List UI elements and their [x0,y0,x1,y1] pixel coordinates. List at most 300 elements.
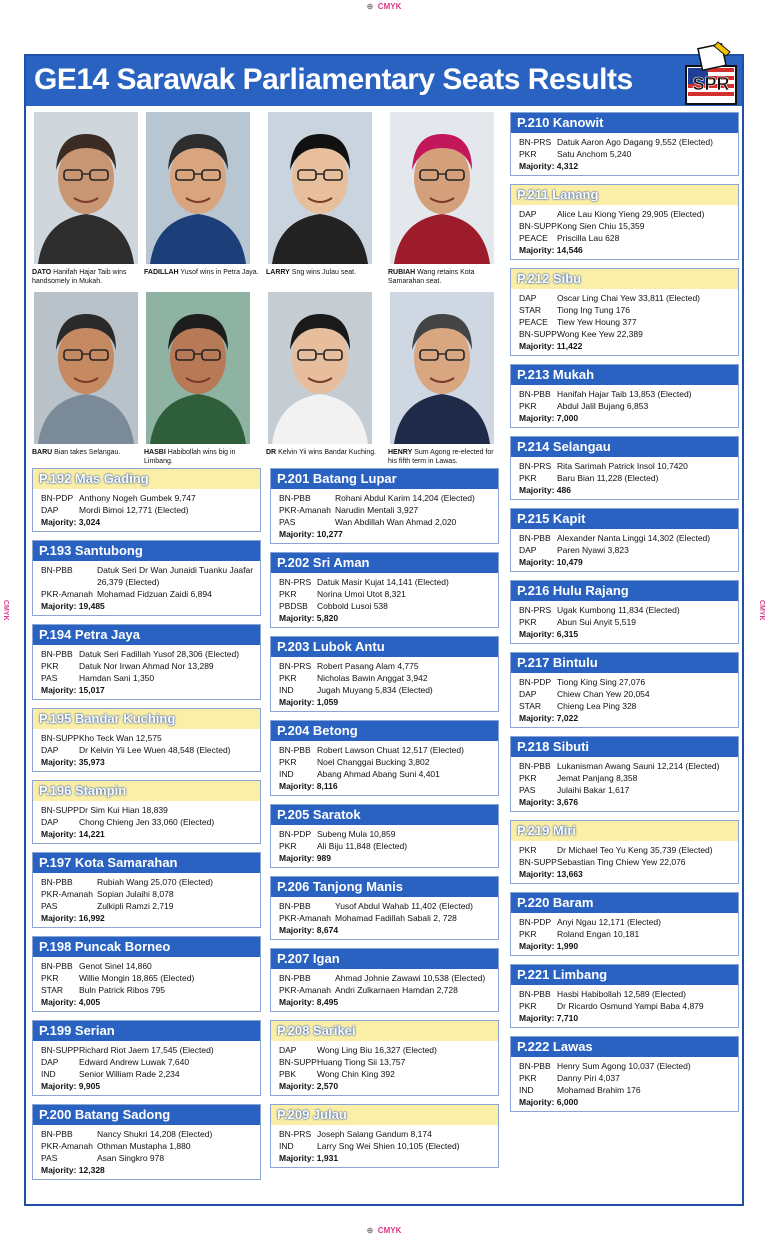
candidate-votes: Abdul Jalil Bujang 6,853 [557,401,649,411]
majority-value: Majority: 14,221 [41,829,105,839]
portrait-photo [146,292,258,444]
portrait-photo [268,112,380,264]
candidate-row [519,760,732,772]
caption-name: BARU [32,449,53,456]
caption-name: LARRY [266,269,290,276]
portrait-photo [34,292,146,444]
candidate-votes: Jugah Muyang 5,834 (Elected) [317,685,433,695]
seat-result-card [510,964,739,1028]
party-label: PKR [41,973,59,983]
party-label: PAS [279,517,296,527]
majority-value: Majority: 7,710 [519,1013,579,1023]
candidate-votes: Mohamad Fidzuan Zaidi 6,894 [97,589,212,599]
party-label: DAP [519,689,537,699]
candidate-votes: Chieng Lea Ping 328 [557,701,637,711]
party-label: BN-PBB [519,761,551,771]
party-label: BN-PRS [279,577,312,587]
seats-column-1 [32,468,261,1188]
photo-caption [266,268,382,277]
candidate-row [279,684,492,696]
seat-result-card [270,468,499,544]
seat-candidates [33,1125,260,1179]
seat-result-card [510,436,739,500]
candidate-votes: Mordi Bimoi 12,771 (Elected) [79,505,189,515]
candidate-votes: Willie Mongin 18,865 (Elected) [79,973,195,983]
candidate-row [519,532,732,544]
candidate-row [519,1060,732,1072]
party-label: STAR [519,305,542,315]
photo-caption [144,268,260,277]
photo-caption [32,448,148,457]
candidate-row [279,984,492,996]
party-label: PAS [41,673,58,683]
seat-candidates [271,657,498,711]
party-label: PKR [279,841,297,851]
candidate-votes: Anthony Nogeh Gumbek 9,747 [79,493,196,503]
seat-candidates [33,957,260,1011]
seat-title: P.210 Kanowit [511,113,738,133]
party-label: IND [279,685,294,695]
majority-value: Majority: 4,005 [41,997,101,1007]
candidate-row [519,700,732,712]
candidate-votes: Noel Changgai Bucking 3,802 [317,757,430,767]
candidate-row [519,676,732,688]
photo-gallery [32,112,512,518]
candidate-votes: 26,379 (Elected) [97,577,160,587]
seat-candidates [511,673,738,727]
party-label: BN-SUPP [519,329,557,339]
spr-logo-text: SPR [692,74,730,94]
candidate-votes: Henry Sum Agong 10,037 (Elected) [557,1061,691,1071]
seat-result-card [270,1020,499,1096]
seat-candidates [271,969,498,1011]
candidate-votes: Ahmad Johnie Zawawi 10,538 (Elected) [335,973,486,983]
party-label: DAP [41,1057,59,1067]
candidate-votes: Satu Anchom 5,240 [557,149,632,159]
seat-title: P.204 Betong [271,721,498,741]
party-label: DAP [519,545,537,555]
party-label: IND [279,1141,294,1151]
candidate-row [41,648,254,660]
seat-result-card [32,1020,261,1096]
cmyk-mark-right: CMYK [758,600,765,621]
candidate-votes: Tiew Yew Houng 377 [557,317,637,327]
seat-result-card [510,112,739,176]
seat-candidates [511,601,738,643]
candidate-row [519,292,732,304]
candidate-votes: Chong Chieng Jen 33,060 (Elected) [79,817,215,827]
candidate-votes: Dr Kelvin Yii Lee Wuen 48,548 (Elected) [79,745,231,755]
candidate-votes: Sopian Julaihi 8,078 [97,889,174,899]
party-label: BN-PDP [279,829,312,839]
candidate-votes: Mohamad Brahim 176 [557,1085,641,1095]
candidate-row [41,492,254,504]
seat-candidates [511,985,738,1027]
candidate-votes: Dr Michael Teo Yu Keng 35,739 (Elected) [557,845,713,855]
seat-candidates [511,133,738,175]
photo-caption [388,448,504,466]
candidate-votes: Alice Lau Kiong Yieng 29,905 (Elected) [557,209,705,219]
majority-value: Majority: 15,017 [41,685,105,695]
crosshair-icon: ⊕ [366,1226,376,1235]
candidate-row [41,1152,254,1164]
seat-title: P.219 Miri [511,821,738,841]
candidate-votes: Dr Ricardo Osmund Yampi Baba 4,879 [557,1001,704,1011]
seat-result-card [32,780,261,844]
majority-value: Majority: 8,495 [279,997,339,1007]
seat-result-card [270,876,499,940]
portrait-photo [390,112,502,264]
seat-title: P.222 Lawas [511,1037,738,1057]
party-label: BN-PRS [279,661,312,671]
candidate-row [519,388,732,400]
party-label: BN-SUPP [279,1057,317,1067]
seat-result-card [32,852,261,928]
caption-text: Bian takes Selangau. [52,449,121,456]
seat-result-card [32,1104,261,1180]
results-page [24,54,744,1206]
candidate-votes: Joseph Salang Gandum 8,174 [317,1129,432,1139]
seat-title: P.206 Tanjong Manis [271,877,498,897]
seat-title: P.209 Julau [271,1105,498,1125]
seat-result-card [270,720,499,796]
seat-result-card [32,624,261,700]
candidate-row [279,744,492,756]
photo-caption [144,448,260,466]
majority-value: Majority: 1,990 [519,941,579,951]
candidate-row [519,544,732,556]
candidate-votes: Ugak Kumbong 11,834 (Elected) [557,605,680,615]
cmyk-mark-bottom: CMYK [377,1226,402,1235]
candidate-votes: Richard Riot Jaem 17,545 (Elected) [79,1045,214,1055]
seat-title: P.198 Puncak Borneo [33,937,260,957]
candidate-row [279,972,492,984]
candidate-votes: Datuk Nor Irwan Ahmad Nor 13,289 [79,661,214,671]
candidate-row [279,600,492,612]
caption-text: Yusof wins in Petra Jaya. [178,269,259,276]
candidate-votes: Tiong King Sing 27,076 [557,677,646,687]
candidate-row [279,492,492,504]
seat-candidates [271,489,498,543]
party-label: BN-PBB [279,973,311,983]
candidate-row [279,588,492,600]
portrait-image [146,292,250,444]
majority-value: Majority: 8,674 [279,925,339,935]
candidate-row [41,888,254,900]
candidate-votes: Cobbold Lusoi 538 [317,601,388,611]
party-label [41,576,97,588]
majority-value: Majority: 13,663 [519,869,583,879]
majority-value: Majority: 10,277 [279,529,343,539]
candidate-row [41,672,254,684]
candidate-row [41,816,254,828]
candidate-votes: Hamdan Sani 1,350 [79,673,155,683]
candidate-row [519,208,732,220]
candidate-votes: Wong Kee Yew 22,389 [557,329,643,339]
party-label: BN-PBB [41,649,73,659]
candidate-votes: Rita Sarimah Patrick Insol 10,7420 [557,461,688,471]
seat-title: P.211 Lanang [511,185,738,205]
candidate-votes: Anyi Ngau 12,171 (Elected) [557,917,661,927]
party-label: PKR [519,1001,537,1011]
seat-candidates [271,825,498,867]
seat-title: P.208 Sarikei [271,1021,498,1041]
party-label: IND [519,1085,534,1095]
majority-value: Majority: 9,905 [41,1081,101,1091]
seat-result-card [510,892,739,956]
candidate-votes: Datuk Seri Fadillah Yusof 28,306 (Elected) [79,649,240,659]
party-label: PKR-Amanah [41,889,93,899]
candidate-votes: Hasbi Habibollah 12,589 (Elected) [557,989,686,999]
seat-result-card [510,1036,739,1112]
caption-name: DR [266,449,277,456]
party-label: PKR-Amanah [279,985,331,995]
party-label: BN-SUPP [41,733,79,743]
party-label: PAS [41,901,58,911]
candidate-row [41,900,254,912]
party-label: DAP [279,1045,297,1055]
candidate-votes: Alexander Nanta Linggi 14,302 (Elected) [557,533,711,543]
seat-candidates [511,289,738,355]
candidate-row [519,400,732,412]
majority-value: Majority: 3,024 [41,517,101,527]
candidate-votes: Baru Bian 11,228 (Elected) [557,473,659,483]
party-label: PBDSB [279,601,308,611]
seat-title: P.214 Selangau [511,437,738,457]
photo-caption [266,448,382,457]
photo-caption [388,268,504,286]
caption-text: Sum Agong re-elected for his fifth term in Lawas. [388,449,494,465]
candidate-row [279,1068,492,1080]
candidate-row [519,232,732,244]
party-label: DAP [519,293,537,303]
candidate-votes: Tiong Ing Tung 176 [557,305,630,315]
candidate-votes: Larry Sng Wei Shien 10,105 (Elected) [317,1141,460,1151]
candidate-votes: Ali Biju 11,848 (Elected) [317,841,408,851]
party-label: BN-PRS [519,605,552,615]
seat-title: P.200 Batang Sadong [33,1105,260,1125]
seat-candidates [511,757,738,811]
candidate-votes: Kong Sien Chiu 15,359 [557,221,645,231]
photo-caption [32,268,148,286]
candidate-row [41,564,254,576]
majority-value: Majority: 1,931 [279,1153,339,1163]
candidate-row [41,876,254,888]
seat-title: P.221 Limbang [511,965,738,985]
candidate-votes: Roland Engan 10,181 [557,929,640,939]
majority-value: Majority: 14,546 [519,245,583,255]
party-label: PKR [41,661,59,671]
seat-candidates [271,1125,498,1167]
candidate-row [41,984,254,996]
candidate-votes: Nancy Shukri 14,208 (Elected) [97,1129,213,1139]
majority-value: Majority: 16,992 [41,913,105,923]
portrait-photo [268,292,380,444]
candidate-votes: Hanifah Hajar Taib 13,853 (Elected) [557,389,692,399]
party-label: BN-PRS [519,137,552,147]
title-banner [26,56,742,106]
seat-title: P.195 Bandar Kuching [33,709,260,729]
seat-title: P.196 Stampin [33,781,260,801]
candidate-votes: Wan Abdillah Wan Ahmad 2,020 [335,517,457,527]
seat-candidates [511,913,738,955]
party-label: BN-SUPP [41,805,79,815]
candidate-row [519,784,732,796]
caption-text: Wang retains Kota Samarahan seat. [388,269,475,285]
candidate-votes: Buln Patrick Ribos 795 [79,985,165,995]
caption-text: Hanifah Hajar Taib wins handsomely in Mukah. [32,269,127,285]
caption-name: RUBIAH [388,269,416,276]
party-label: BN-PBB [41,877,73,887]
candidate-row [41,744,254,756]
caption-name: HASBI [144,449,166,456]
majority-value: Majority: 4,312 [519,161,579,171]
majority-value: Majority: 19,485 [41,601,105,611]
seat-title: P.192 Mas Gading [33,469,260,489]
seat-title: P.202 Sri Aman [271,553,498,573]
candidate-row [41,804,254,816]
party-label: BN-PBB [279,901,311,911]
candidate-row [519,1072,732,1084]
cmyk-mark-top: CMYK [377,2,402,11]
candidate-row [279,660,492,672]
seat-result-card [32,468,261,532]
party-label: PKR-Amanah [279,505,331,515]
candidate-row [279,1140,492,1152]
registration-top [0,2,768,11]
spr-ballot-logo-icon [682,38,740,106]
candidate-votes: Lukanisman Awang Sauni 12,214 (Elected) [557,761,720,771]
seat-title: P.213 Mukah [511,365,738,385]
seat-result-card [510,580,739,644]
candidate-row [519,304,732,316]
candidate-row [519,844,732,856]
candidate-row [279,504,492,516]
party-label: PBK [279,1069,297,1079]
candidate-votes: Danny Piri 4,037 [557,1073,620,1083]
party-label: PKR [519,473,537,483]
candidate-votes: Asan Singkro 978 [97,1153,165,1163]
candidate-row [519,220,732,232]
party-label: BN-PBB [279,745,311,755]
seat-result-card [32,936,261,1012]
party-label: PAS [41,1153,58,1163]
seat-title: P.205 Saratok [271,805,498,825]
portrait-image [34,292,138,444]
seat-result-card [510,736,739,812]
candidate-row [519,136,732,148]
caption-name: DATO [32,269,52,276]
candidate-votes: Mohamad Fadillah Sabali 2, 728 [335,913,457,923]
candidate-row [279,840,492,852]
seat-candidates [271,741,498,795]
page-title: GE14 Sarawak Parliamentary Seats Results [34,63,633,96]
candidate-votes: Nicholas Bawin Anggat 3,942 [317,673,428,683]
seat-result-card [270,804,499,868]
candidate-votes: Wong Ling Biu 16,327 (Elected) [317,1045,437,1055]
candidate-votes: Robert Pasang Alam 4,775 [317,661,419,671]
party-label: BN-PRS [519,461,552,471]
seat-result-card [510,364,739,428]
candidate-votes: Huang Tiong Sii 13,757 [317,1057,406,1067]
candidate-votes: Narudin Mentali 3,927 [335,505,419,515]
seat-result-card [270,552,499,628]
party-label: BN-PBB [41,961,73,971]
candidate-row [279,1128,492,1140]
seat-title: P.203 Lubok Antu [271,637,498,657]
party-label: BN-PDP [41,493,74,503]
seat-result-card [510,508,739,572]
party-label: PKR [519,1073,537,1083]
candidate-votes: Paren Nyawi 3,823 [557,545,629,555]
seat-title: P.193 Santubong [33,541,260,561]
seat-candidates [511,457,738,499]
party-label: BN-SUPP [519,221,557,231]
party-label: DAP [41,505,59,515]
portrait-image [268,112,372,264]
candidate-row [519,772,732,784]
candidate-row [41,588,254,600]
candidate-row [519,856,732,868]
seats-column-2 [270,468,499,1176]
portrait-photo [146,112,258,264]
majority-value: Majority: 989 [279,853,331,863]
candidate-row [41,1140,254,1152]
seat-title: P.217 Bintulu [511,653,738,673]
seat-candidates [271,1041,498,1095]
seat-title: P.218 Sibuti [511,737,738,757]
candidate-votes: Datuk Seri Dr Wan Junaidi Tuanku Jaafar [97,565,254,575]
seat-candidates [33,801,260,843]
candidate-votes: Priscilla Lau 628 [557,233,620,243]
party-label: IND [279,769,294,779]
candidate-row [519,1084,732,1096]
majority-value: Majority: 2,570 [279,1081,339,1091]
cmyk-mark-left: CMYK [2,600,9,621]
majority-value: Majority: 8,116 [279,781,338,791]
seat-candidates [33,1041,260,1095]
party-label: PKR-Amanah [41,589,93,599]
candidate-votes: Genot Sinel 14,860 [79,961,152,971]
seat-title: P.194 Petra Jaya [33,625,260,645]
seat-candidates [511,205,738,259]
portrait-photo [390,292,502,444]
candidate-row [279,516,492,528]
portrait-image [268,292,372,444]
party-label: BN-PBB [279,493,311,503]
party-label: STAR [519,701,542,711]
crosshair-icon: ⊕ [366,2,376,11]
candidate-row [41,1068,254,1080]
candidate-row [41,1044,254,1056]
seat-candidates [511,385,738,427]
seat-result-card [510,184,739,260]
portrait-image [390,112,494,264]
seat-candidates [33,729,260,771]
majority-value: Majority: 12,328 [41,1165,105,1175]
candidate-votes: Rohani Abdul Karim 14,204 (Elected) [335,493,475,503]
majority-value: Majority: 6,315 [519,629,579,639]
candidate-row [519,988,732,1000]
candidate-row [279,912,492,924]
candidate-row [41,1056,254,1068]
seat-result-card [32,708,261,772]
party-label: PKR [519,401,537,411]
caption-text: Habibollah wins big in Limbang. [144,449,236,465]
party-label: BN-PBB [519,533,551,543]
seat-result-card [510,652,739,728]
candidate-votes: Abun Sui Anyit 5,519 [557,617,636,627]
